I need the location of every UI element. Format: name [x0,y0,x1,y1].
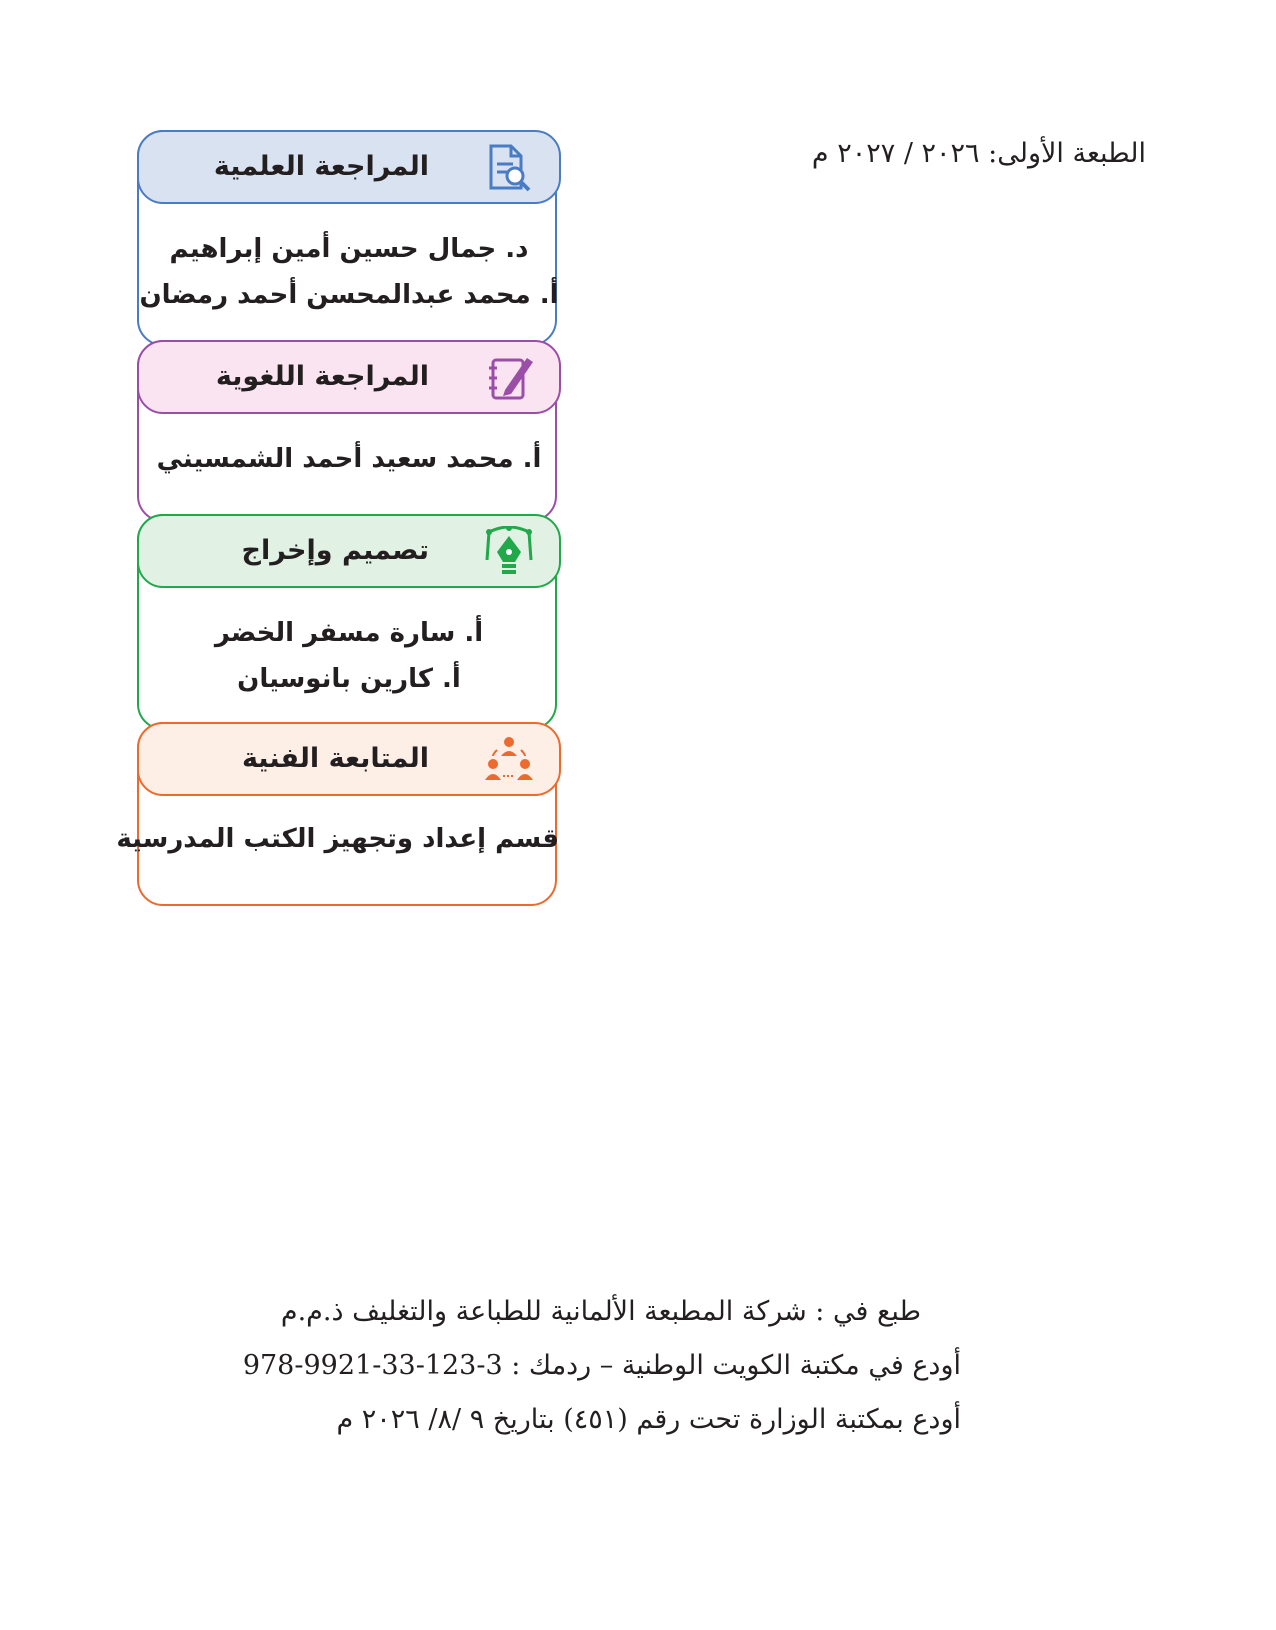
name-line: د. جمال حسين أمين إبراهيم [169,234,529,264]
printed-by-line: طبع في : شركة المطبعة الألمانية للطباعة والتغليف ذ.م.م [280,1296,921,1327]
document-search-icon [483,142,535,194]
section-linguistic-review [137,340,557,522]
section-header [137,722,561,796]
section-title: المراجعة اللغوية [215,361,429,392]
section-technical-followup [116,722,559,906]
edition-text: الطبعة الأولى: ٢٠٢٦ / ٢٠٢٧ م [811,138,1146,169]
section-scientific-review [137,130,557,346]
name-line: قسم إعداد وتجهيز الكتب المدرسية [116,824,559,854]
section-title: المتابعة الفنية [241,743,429,774]
team-icon [483,734,535,786]
name-line: أ. سارة مسفر الخضر [214,618,484,648]
isbn-line: أودع في مكتبة الكويت الوطنية – ردمك : 3-123-33-9921-978 [242,1350,961,1381]
section-title: تصميم وإخراج [241,535,429,566]
design-pen-icon [483,526,535,578]
name-line: أ. محمد عبدالمحسن أحمد رمضان [139,280,559,310]
section-names [139,436,559,482]
section-title: المراجعة العلمية [213,151,429,182]
section-names [116,816,559,862]
deposit-line: أودع بمكتبة الوزارة تحت رقم (٤٥١) بتاريخ ٩ /٨/ ٢٠٢٦ م [336,1404,961,1435]
name-line: أ. كارين بانوسيان [237,664,461,694]
name-line: أ. محمد سعيد أحمد الشمسيني [156,444,542,474]
section-header [137,514,561,588]
section-names [139,610,559,702]
notebook-pen-icon [483,352,535,404]
section-names [139,226,559,318]
section-design [137,514,557,730]
section-header [137,130,561,204]
section-header [137,340,561,414]
